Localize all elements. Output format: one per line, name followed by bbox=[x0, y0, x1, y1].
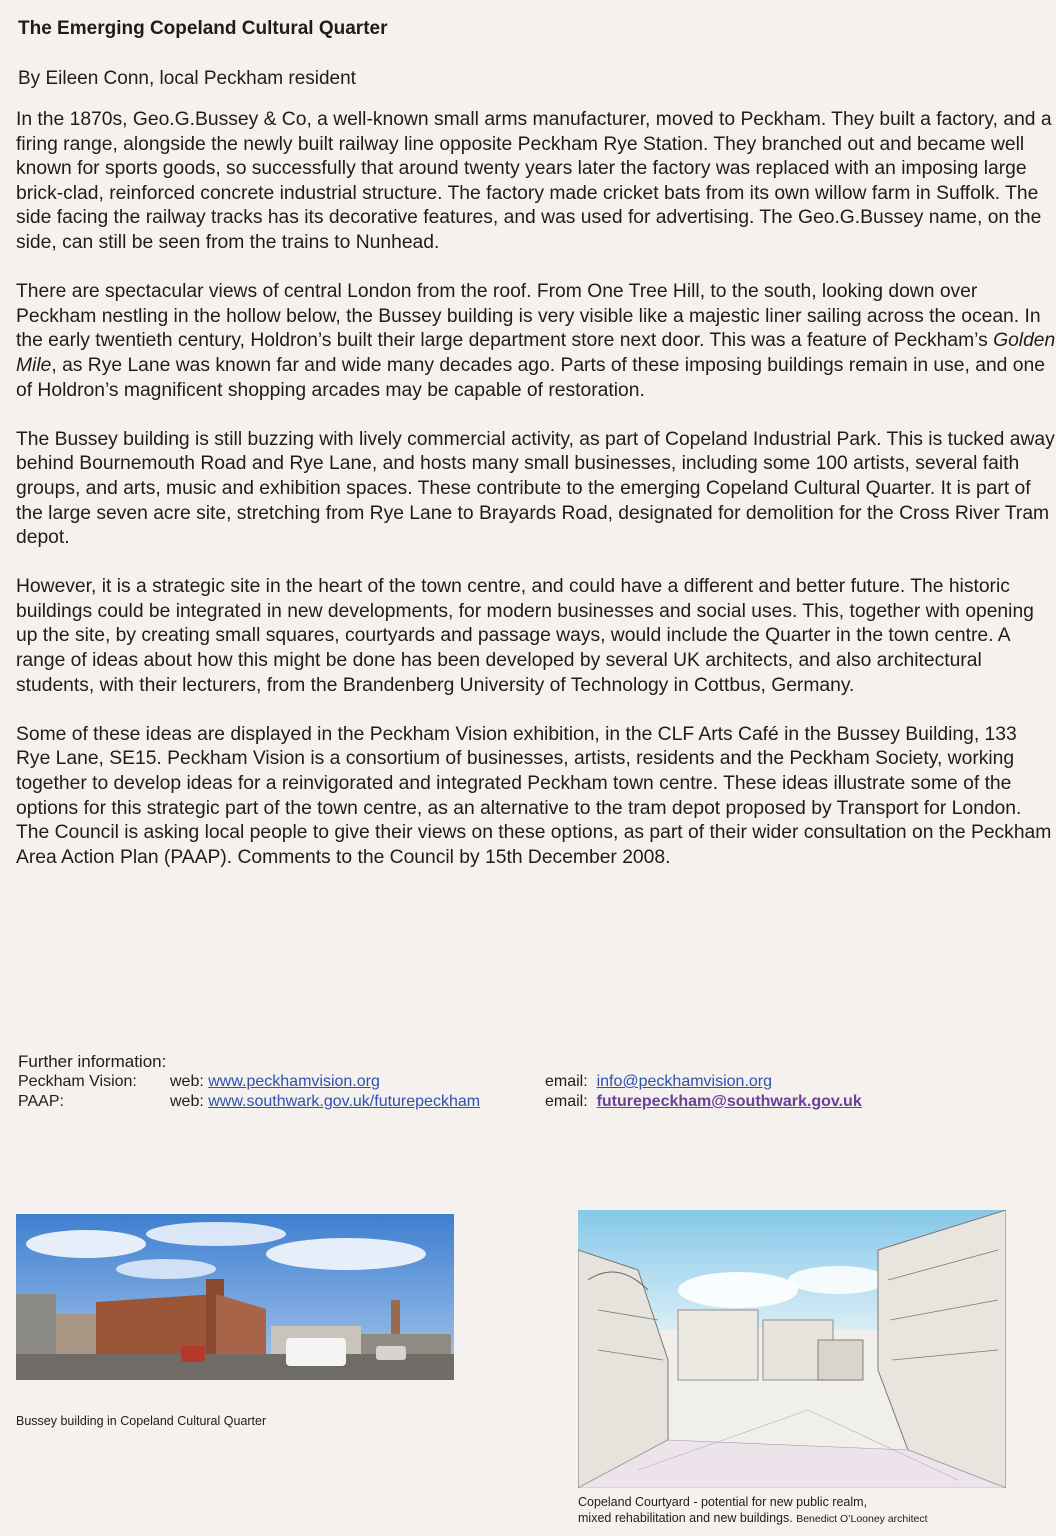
email-entry bbox=[545, 1072, 772, 1092]
email-label: email: bbox=[545, 1093, 588, 1110]
courtyard-sketch-caption bbox=[578, 1494, 1038, 1527]
courtyard-caption-line-2 bbox=[578, 1510, 1038, 1527]
web-label: web: bbox=[170, 1073, 204, 1090]
golden-mile-italic: Golden Mile bbox=[16, 330, 1056, 376]
courtyard-caption-line-1: Copeland Courtyard - potential for new public realm, bbox=[578, 1495, 868, 1509]
email-entry bbox=[545, 1092, 862, 1112]
peckham-vision-email-link[interactable]: info@peckhamvision.org bbox=[596, 1073, 773, 1090]
info-label: PAAP: bbox=[18, 1093, 64, 1110]
info-row-paap bbox=[18, 1092, 1038, 1112]
web-label: web: bbox=[170, 1093, 204, 1110]
bussey-building-photo bbox=[16, 1214, 454, 1380]
paragraph-views-text-2: , as Rye Lane was known far and wide many decades ago. Parts of these imposing buildings remain in use, and one of Holdron’s magnificent shopping arcades may be capable of restoration. bbox=[16, 354, 1045, 401]
further-information bbox=[18, 1052, 1038, 1112]
paragraph-views bbox=[16, 280, 1056, 403]
paragraph-history: In the 1870s, Geo.G.Bussey & Co, a well-known small arms manufacturer, moved to Peckham. They built a factory, and a firing range, alongside the newly built railway line opposite Peckham Rye Station. They branched out and became well known for sports goods, so successfully that around twenty years later the factory was replaced with an imposing large brick-clad, reinforced concrete industrial structure. The factory made cricket bats from its own willow farm in Suffolk. The side facing the railway tracks has its decorative features, and was used for advertising. The Geo.G.Bussey name, on the side, can still be seen from the trains to Nunhead. bbox=[16, 109, 1052, 253]
article-title: The Emerging Copeland Cultural Quarter bbox=[18, 18, 388, 39]
paragraph-exhibition: Some of these ideas are displayed in the Peckham Vision exhibition, in the CLF Arts Café in the Bussey Building, 133 Rye Lane, SE15. Peckham Vision is a consortium of businesses, artists, residents and the Peckham Society, working together to develop ideas for a reinvigorated and integrated Peckham town centre. These ideas illustrate some of the options for this strategic part of the town centre, as an alternative to the tram depot proposed by Transport for London. The Council is asking local people to give their views on these options, as part of their wider consultation on the Peckham Area Action Plan (PAAP). Comments to the Council by 15th December 2008. bbox=[16, 723, 1052, 868]
courtyard-caption-line-2-text: mixed rehabilitation and new buildings. bbox=[578, 1511, 793, 1525]
bussey-photo-caption: Bussey building in Copeland Cultural Quarter bbox=[16, 1414, 267, 1428]
email-label: email: bbox=[545, 1073, 588, 1090]
article-byline: By Eileen Conn, local Peckham resident bbox=[18, 68, 356, 89]
article-body bbox=[16, 108, 1056, 895]
peckham-vision-web-link[interactable]: www.peckhamvision.org bbox=[208, 1073, 380, 1090]
paragraph-views-text-1: There are spectacular views of central London from the roof. From One Tree Hill, to the south, looking down over Peckham nestling in the hollow below, the Bussey building is very visible like a majestic liner sailing across the ocean. In the early twentieth century, Holdron’s built their large department store next door. This was a feature of Peckham’s bbox=[16, 281, 1041, 352]
paap-email-link[interactable]: futurepeckham@southwark.gov.uk bbox=[596, 1093, 862, 1110]
paragraph-future: However, it is a strategic site in the heart of the town centre, and could have a different and better future. The historic buildings could be integrated in new developments, for modern businesses and social uses. This, together with opening up the site, by creating small squares, courtyards and passage ways, would include the Quarter in the town centre. A range of ideas about how this might be done has been developed by several UK architects, and also architectural students, with their lecturers, from the Brandenberg University of Technology in Cottbus, Germany. bbox=[16, 576, 1034, 696]
web-entry bbox=[170, 1092, 480, 1112]
web-entry bbox=[170, 1072, 380, 1092]
info-label: Peckham Vision: bbox=[18, 1073, 137, 1090]
copeland-courtyard-sketch bbox=[578, 1210, 1006, 1488]
paap-web-link[interactable]: www.southwark.gov.uk/futurepeckham bbox=[208, 1093, 481, 1110]
info-row-peckham-vision bbox=[18, 1072, 1038, 1092]
further-information-heading: Further information: bbox=[18, 1052, 167, 1071]
paragraph-commercial: The Bussey building is still buzzing with lively commercial activity, as part of Copeland Industrial Park. This is tucked away behind Bournemouth Road and Rye Lane, and hosts many small businesses, including some 100 artists, several faith groups, and arts, music and exhibition spaces. These contribute to the emerging Copeland Cultural Quarter. It is part of the large seven acre site, stretching from Rye Lane to Brayards Road, designated for demolition for the Cross River Tram depot. bbox=[16, 428, 1055, 549]
architect-credit: Benedict O’Looney architect bbox=[796, 1513, 928, 1525]
